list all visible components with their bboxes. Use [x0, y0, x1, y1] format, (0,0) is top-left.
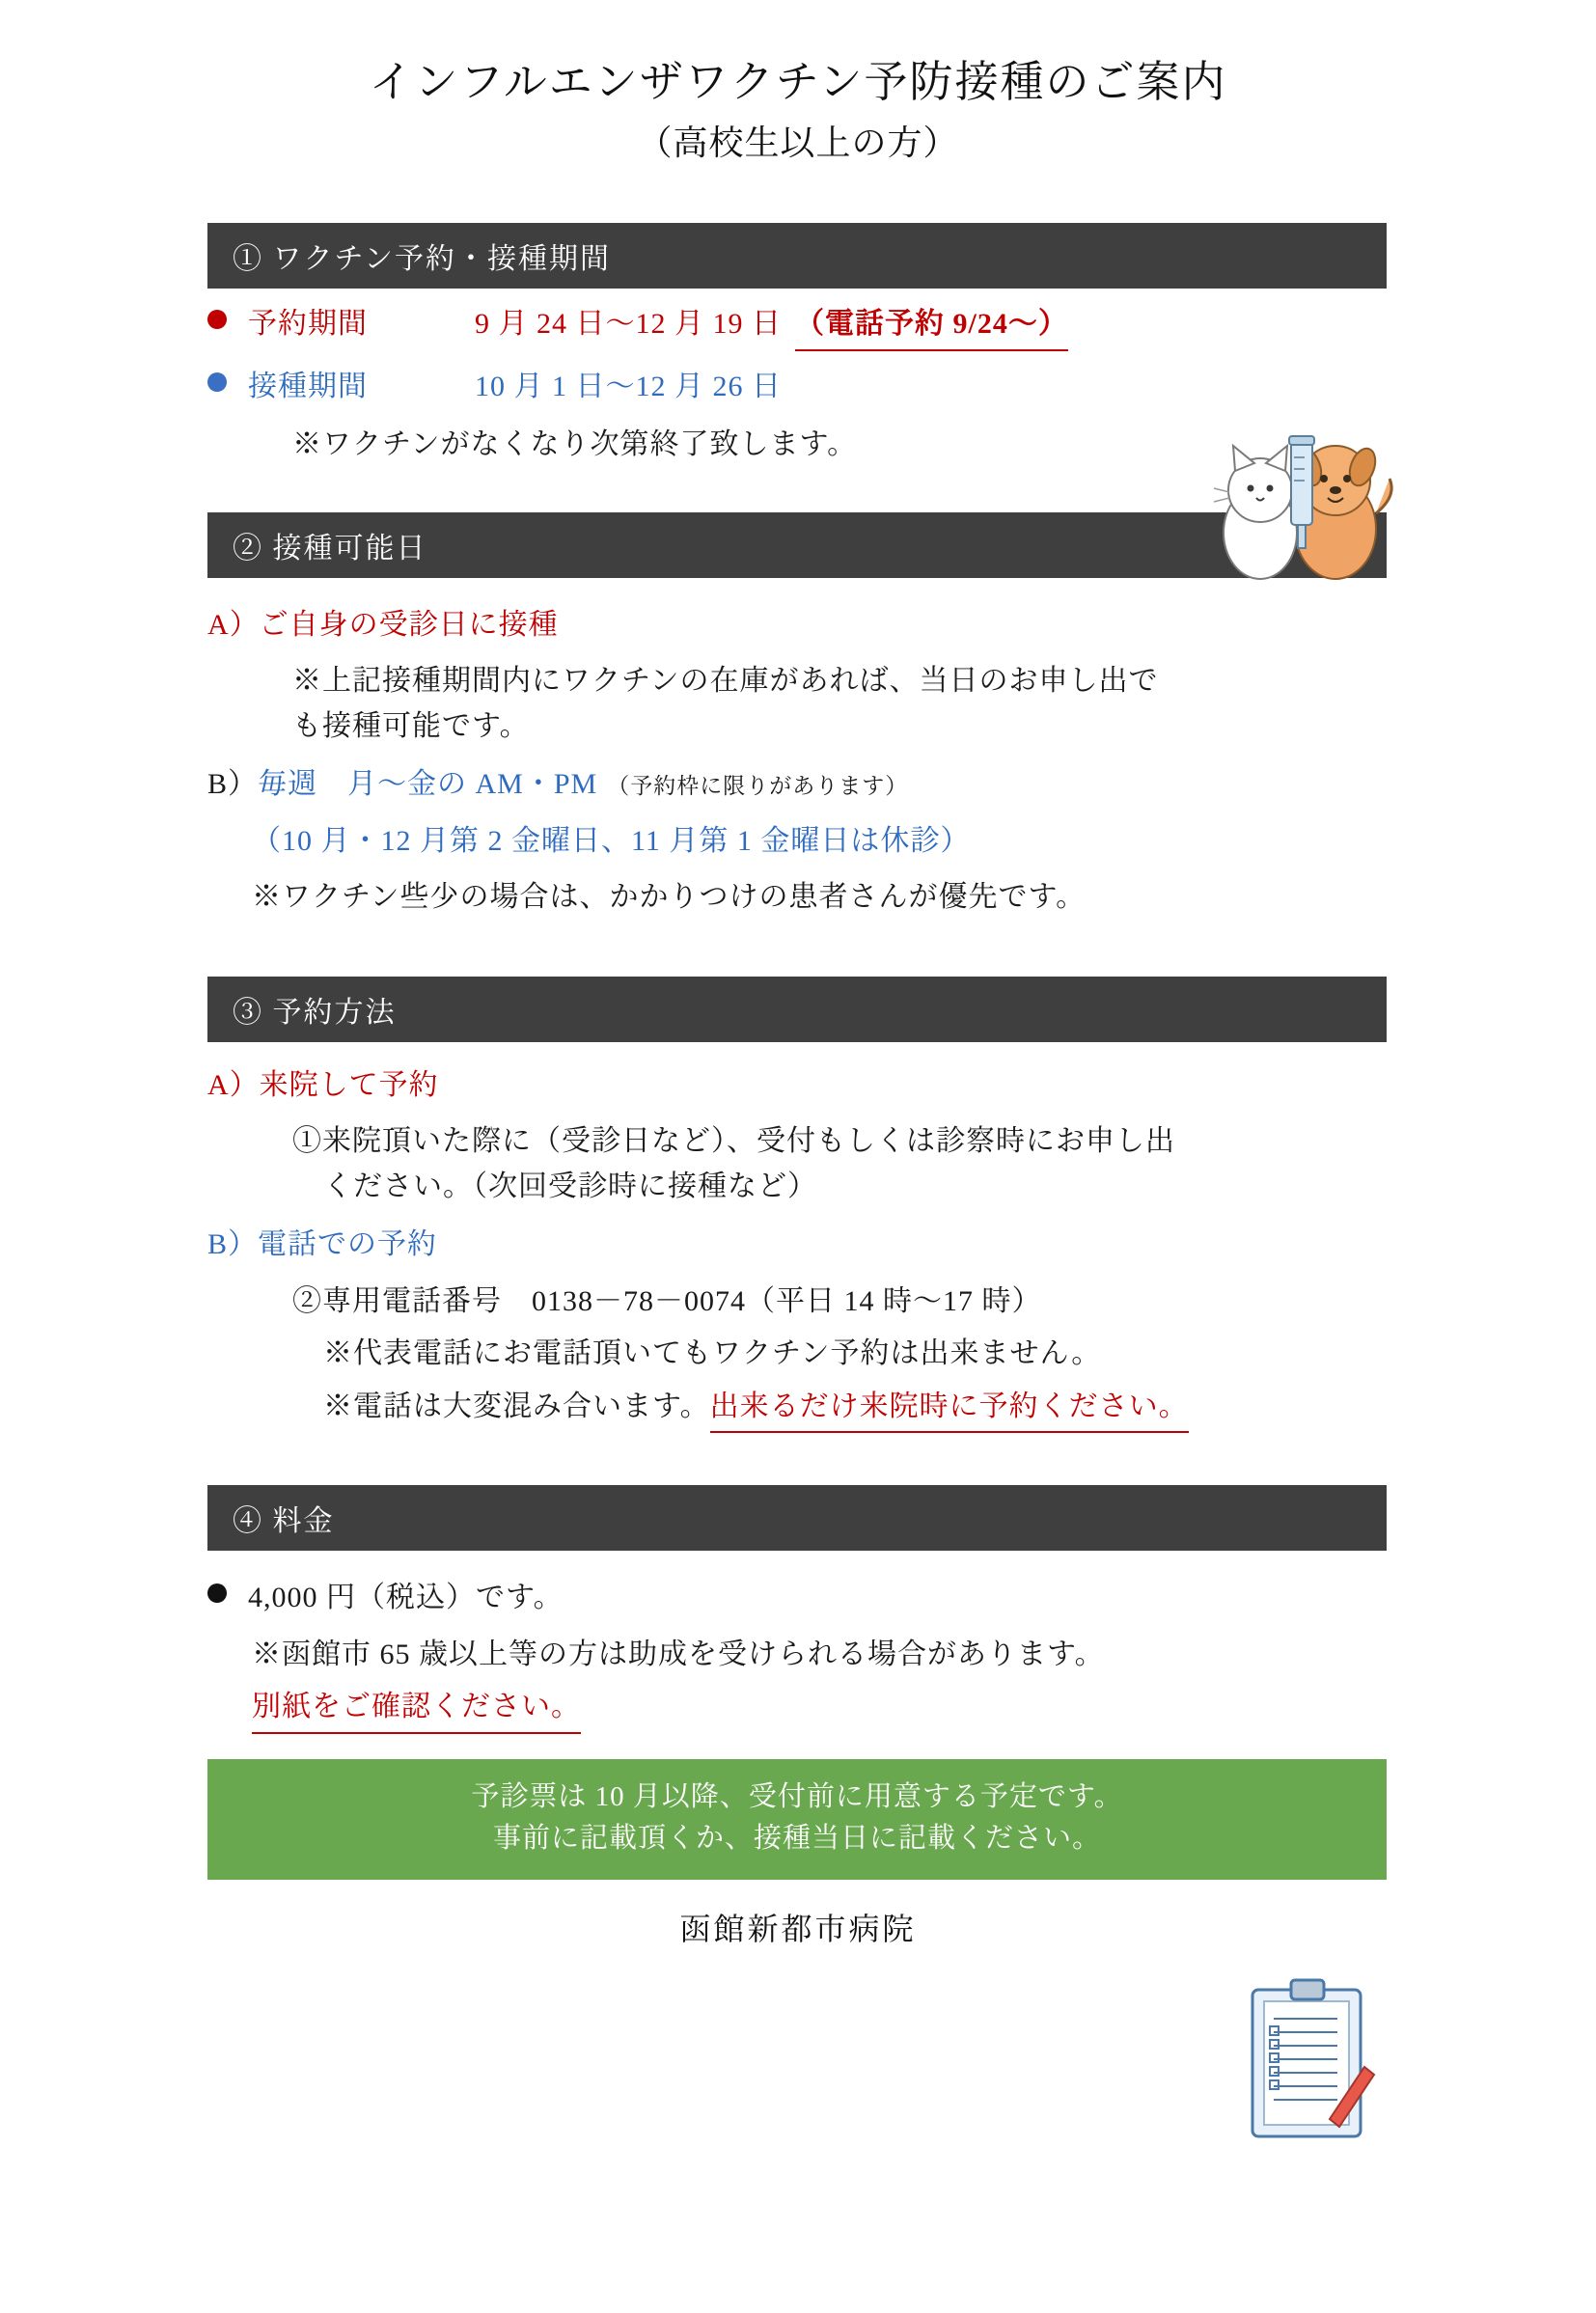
reservation-phone-note: （電話予約 9/24〜） [795, 302, 1068, 351]
banner-line-2: 事前に記載頂くか、接種当日に記載ください。 [492, 1823, 1101, 1854]
vaccination-period-label: 接種期間 [248, 370, 368, 402]
pets-illustration [1200, 421, 1403, 594]
section-3-b-line-3-head: ※電話は大変混み合います。 [323, 1390, 710, 1422]
subsidy-note: ※函館市 65 歳以上等の方は助成を受けられる場合があります。 [252, 1638, 1105, 1670]
section-3-item-a [207, 1063, 1387, 1109]
questionnaire-banner [207, 1759, 1387, 1880]
section-3-b-line-2: ※代表電話にお電話頂いてもワクチン予約は出来ません。 [323, 1337, 1102, 1369]
section-3-b-line-3 [207, 1385, 1387, 1434]
section-heading-3: ③ 予約方法 [207, 977, 1387, 1042]
bullet-black-icon [207, 1583, 227, 1603]
section-3-body [207, 1063, 1387, 1434]
reservation-period-label: 予約期間 [248, 308, 368, 340]
section-4-body [207, 1576, 1387, 1734]
section-2-b-note: ※ワクチン些少の場合は、かかりつけの患者さんが優先です。 [252, 881, 1087, 913]
section-3-b-line-3-underline: 出来るだけ来院時に予約ください。 [710, 1385, 1189, 1434]
banner-line-1: 予診票は 10 月以降、受付前に用意する予定です。 [471, 1780, 1123, 1812]
section-3-a-title: 来院して予約 [259, 1068, 439, 1101]
vaccination-period-value: 10 月 1 日〜12 月 26 日 [475, 370, 782, 402]
vaccination-period-row [207, 365, 1387, 410]
section-3-item-b [207, 1223, 1387, 1268]
section-1-note: ※ワクチンがなくなり次第終了致します。 [292, 428, 858, 460]
section-2-a-title: ご自身の受診日に接種 [259, 608, 559, 641]
section-2-b-title-note: （予約枠に限りがあります） [607, 774, 909, 798]
section-2-b-title: 毎週 月〜金の AM・PM [258, 768, 598, 800]
bullet-blue-icon [207, 372, 227, 392]
section-3-b-label: B） [207, 1228, 259, 1260]
section-3-a-line-2: ください。（次回受診時に接種など） [323, 1170, 817, 1202]
section-2-body [207, 603, 1387, 921]
section-2-b-label: B） [207, 768, 259, 800]
leaflet-note: 別紙をご確認ください。 [252, 1685, 581, 1734]
hospital-name: 函館新都市病院 [679, 1911, 917, 1946]
clipboard-illustration [1241, 1974, 1386, 2153]
reservation-period-value: 9 月 24 日〜12 月 19 日 [475, 308, 782, 340]
section-2-a-note-line2: も接種可能です。 [292, 709, 530, 742]
title-subtitle: （高校生以上の方） [637, 124, 959, 162]
section-heading-4: ④ 料金 [207, 1485, 1387, 1551]
section-3-b-line-1: ②専用電話番号 0138－78－0074（平日 14 時〜17 時） [292, 1284, 1042, 1317]
section-3-a-line-1: ①来院頂いた際に（受診日など）、受付もしくは診察時にお申し出 [292, 1125, 1175, 1157]
section-heading-2: ② 接種可能日 [207, 512, 1387, 578]
bullet-red-icon [207, 310, 227, 329]
reservation-period-row [207, 302, 1387, 351]
price-row [207, 1576, 1387, 1621]
section-3-b-title: 電話での予約 [258, 1228, 438, 1260]
price-value: 4,000 円（税込）です。 [248, 1582, 564, 1613]
section-2-item-b [207, 762, 1387, 808]
section-2-b-subnote: （10 月・12 月第 2 金曜日、11 月第 1 金曜日は休診） [252, 824, 971, 857]
title-main: インフルエンザワクチン予防接種のご案内 [369, 58, 1227, 106]
poster-page [0, 56, 1596, 2313]
section-2-a-note-line1: ※上記接種期間内にワクチンの在庫があれば、当日のお申し出で [292, 665, 1159, 697]
section-2-item-a [207, 603, 1387, 648]
section-heading-1: ① ワクチン予約・接種期間 [207, 223, 1387, 289]
leaflet-note-wrap [207, 1685, 1387, 1734]
page-title [0, 56, 1596, 165]
section-3-a-label: A） [207, 1068, 260, 1101]
section-2-a-label: A） [207, 608, 260, 641]
